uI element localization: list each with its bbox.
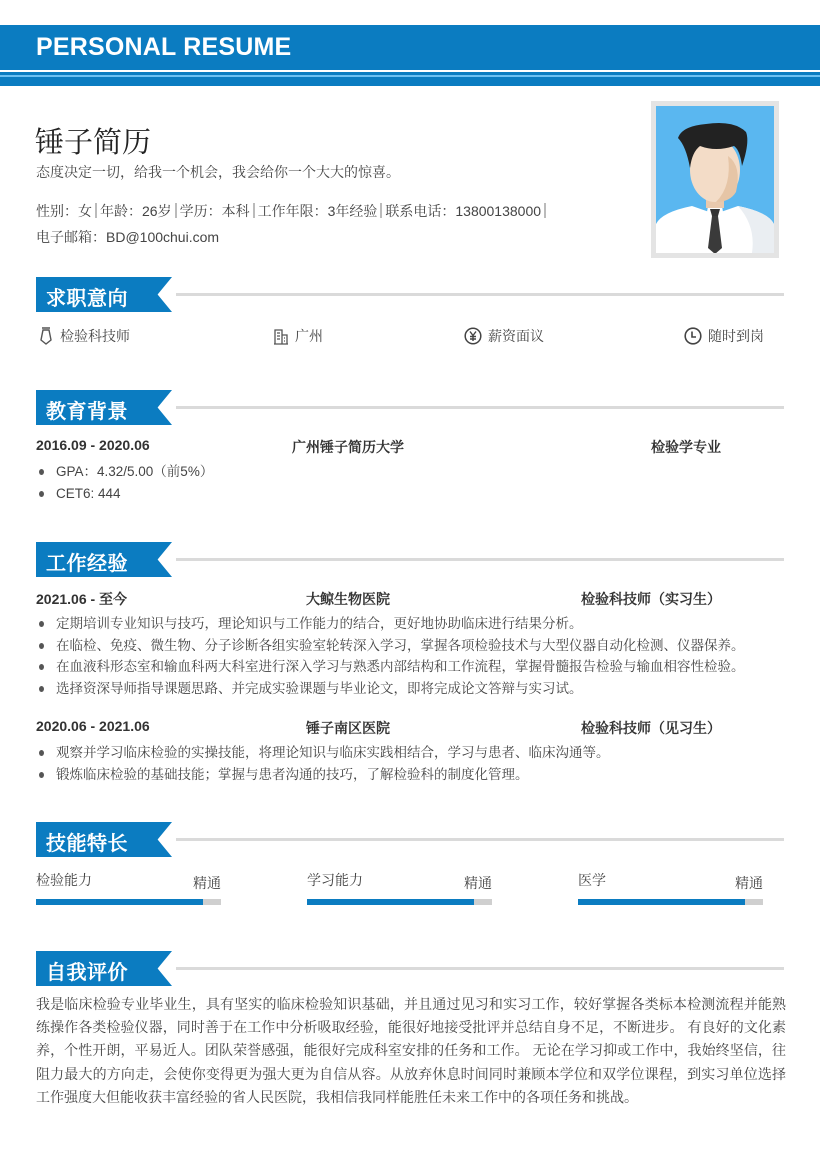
education-major: 检验学专业: [651, 439, 721, 455]
section-header-work: [36, 542, 784, 577]
section-divider: [176, 838, 784, 841]
skill-item: [578, 868, 763, 908]
section-title: 教育背景: [46, 401, 128, 423]
section-divider: [176, 406, 784, 409]
section-tag-tail: [148, 822, 172, 857]
section-divider: [176, 293, 784, 296]
intent-salary-label: 薪资面议: [488, 328, 544, 344]
section-divider: [176, 967, 784, 970]
section-header-self-evaluation: [36, 951, 784, 986]
resume-name: 锤子简历: [35, 127, 152, 159]
list-item: 选择资深导师指导课题思路、并完成实验课题与毕业论文，即将完成论文答辩与实习试。: [36, 678, 745, 700]
info-age: 年龄：26岁: [100, 203, 172, 219]
avatar-man-icon: [656, 106, 774, 253]
clock-icon: [684, 327, 702, 345]
skill-bar-fill: [36, 899, 203, 905]
skill-bar: [307, 899, 492, 905]
education-school: 广州锤子简历大学: [292, 439, 404, 455]
banner-stripe: [0, 77, 820, 86]
info-phone: 联系电话：13800138000: [385, 203, 542, 219]
section-title: 自我评价: [46, 962, 128, 984]
divider: [95, 203, 97, 218]
list-item: 锻炼临床检验的基础技能；掌握与患者沟通的技巧，了解检验科的制度化管理。: [36, 764, 610, 786]
section-tag-tail: [148, 390, 172, 425]
section-tag: [36, 822, 148, 857]
work-1-details: [36, 613, 745, 699]
list-item: 观察并学习临床检验的实操技能，将理论知识与临床实践相结合，学习与患者、临床沟通等。: [36, 742, 610, 764]
section-tag: [36, 542, 148, 577]
skill-bar-fill: [307, 899, 474, 905]
header-banner: [0, 25, 820, 70]
work-1-period: 2021.06 - 至今: [36, 591, 128, 607]
motto: 态度决定一切，给我一个机会，我会给你一个大大的惊喜。: [36, 164, 400, 180]
list-item: CET6: 444: [36, 483, 213, 505]
self-evaluation-text: 我是临床检验专业毕业生，具有坚实的临床检验知识基础，并且通过见习和实习工作，较好掌握各类标本检测流程并能熟练操作各类检验仪器，同时善于在工作中分析吸取经验，能很好地接受批评并总结自身不足，不断进步。 有良好的文化素养，个性开朗，平易近人。团队荣誉感强，能很好完成科室安排的任务和工作。 无论在学习抑或工作中，我始终坚信，往阻力最大的方向走，会使你变得更为强大更为自信从容。从放弃休息时间同时兼顾本学位和双学位课程，到实习单位选择工作强度大但能收获丰富经验的省人民医院，我相信我同样能胜任未来工作中的各项任务和挑战。: [36, 996, 786, 1105]
intent-availability: [684, 326, 764, 346]
work-2-details: [36, 742, 610, 785]
list-item: 定期培训专业知识与技巧，理论知识与工作能力的结合，更好地协助临床进行结果分析。: [36, 613, 745, 635]
skill-name: 学习能力: [307, 872, 363, 888]
section-tag: [36, 951, 148, 986]
work-1-role: 检验科技师（实习生）: [581, 591, 721, 607]
education-details: [36, 461, 213, 504]
section-tag-tail: [148, 277, 172, 312]
intent-city-label: 广州: [295, 328, 323, 344]
work-2-company: 锤子南区医院: [306, 720, 390, 736]
intent-availability-label: 随时到岗: [708, 328, 764, 344]
skill-bar-fill: [578, 899, 745, 905]
info-email: 电子邮箱：BD@100chui.com: [36, 229, 220, 245]
list-item: GPA：4.32/5.00（前5%）: [36, 461, 213, 483]
intent-salary: [464, 326, 544, 346]
info-gender: 性别：女: [36, 203, 92, 219]
skill-level: 精通: [464, 875, 492, 891]
avatar: [656, 106, 774, 253]
section-title: 工作经验: [46, 553, 128, 575]
work-2-period: 2020.06 - 2021.06: [36, 718, 150, 734]
section-title: 求职意向: [46, 288, 128, 310]
divider: [380, 203, 382, 218]
section-header-education: [36, 390, 784, 425]
building-icon: [273, 328, 289, 345]
work-1-company: 大鲸生物医院: [306, 591, 390, 607]
skill-item: [36, 868, 221, 908]
photo-frame: [651, 101, 779, 258]
section-divider: [176, 558, 784, 561]
info-experience: 工作年限：3年经验: [257, 203, 378, 219]
skill-bar: [578, 899, 763, 905]
intent-city: [273, 326, 323, 346]
section-header-skills: [36, 822, 784, 857]
intent-position-label: 检验科技师: [60, 328, 130, 344]
section-title: 技能特长: [46, 833, 128, 855]
skill-bar: [36, 899, 221, 905]
skill-name: 检验能力: [36, 872, 92, 888]
intent-position: [38, 326, 130, 346]
education-period: 2016.09 - 2020.06: [36, 437, 150, 453]
banner-title: PERSONAL RESUME: [36, 33, 292, 61]
tie-icon: [38, 327, 54, 345]
yen-icon: [464, 327, 482, 345]
skill-level: 精通: [193, 875, 221, 891]
section-tag: [36, 390, 148, 425]
divider: [544, 203, 546, 218]
skill-level: 精通: [735, 875, 763, 891]
work-2-role: 检验科技师（见习生）: [581, 720, 721, 736]
list-item: 在血液科形态室和输血科两大科室进行深入学习与熟悉内部结构和工作流程，掌握骨髓报告检验与输血相容性检验。: [36, 656, 745, 678]
divider: [175, 203, 177, 218]
info-education: 学历：本科: [179, 203, 250, 219]
list-item: 在临检、免疫、微生物、分子诊断各组实验室轮转深入学习，掌握各项检验技术与大型仪器自动化检测、仪器保养。: [36, 635, 745, 657]
skill-item: [307, 868, 492, 908]
skill-name: 医学: [578, 872, 606, 888]
section-tag-tail: [148, 951, 172, 986]
section-tag-tail: [148, 542, 172, 577]
section-header-job-intent: [36, 277, 784, 312]
divider: [253, 203, 255, 218]
section-tag: [36, 277, 148, 312]
basic-info: [36, 201, 549, 221]
